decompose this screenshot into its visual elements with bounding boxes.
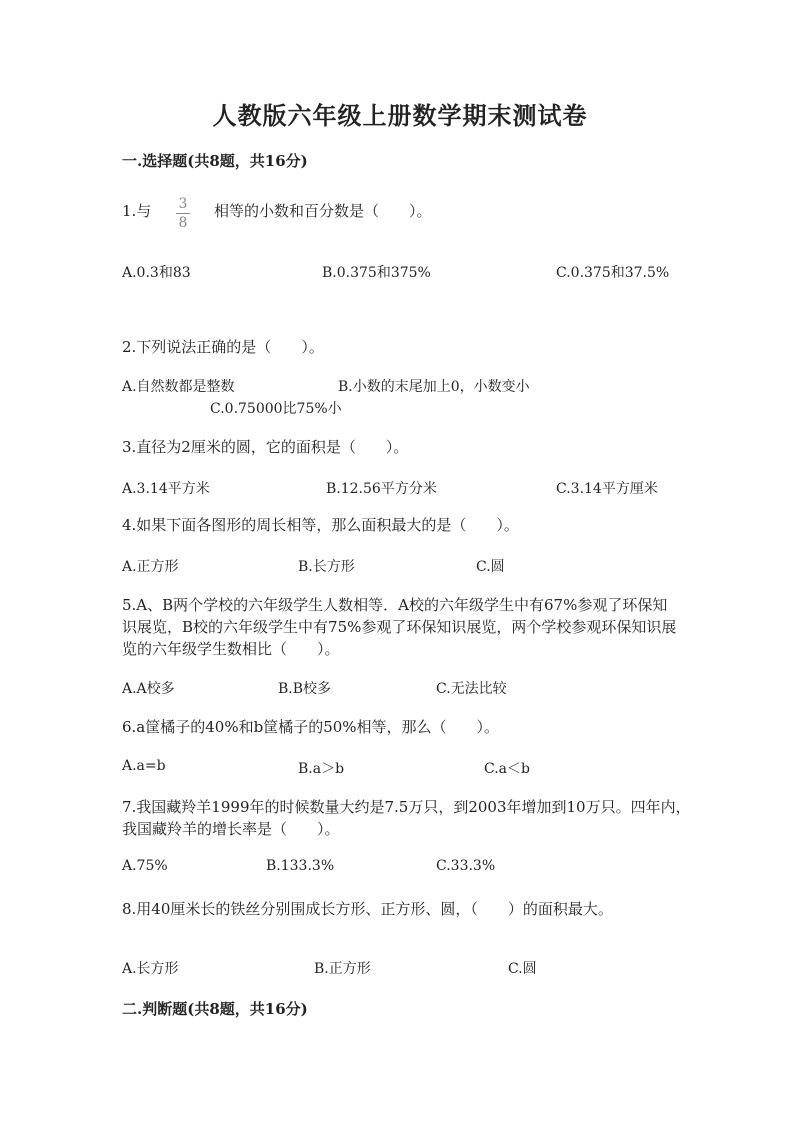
question-8-option-a[interactable]: A.长方形 <box>122 961 179 977</box>
section-heading-choice: 一.选择题(共8题，共16分) <box>122 152 308 170</box>
question-6-option-a[interactable]: A.a=b <box>122 758 166 774</box>
question-8-text: 8.用40厘米长的铁丝分别围成长方形、正方形、圆，（ ）的面积最大。 <box>122 900 613 918</box>
question-2-option-a[interactable]: A.自然数都是整数 <box>122 379 235 395</box>
page-title: 人教版六年级上册数学期末测试卷 <box>212 101 588 130</box>
question-1-fraction <box>174 196 192 231</box>
fraction-numerator: 3 <box>178 196 188 212</box>
question-2-option-b[interactable]: B.小数的末尾加上0，小数变小 <box>338 379 530 395</box>
question-7-option-a[interactable]: A.75% <box>122 858 168 874</box>
fraction-bar <box>176 213 190 214</box>
question-1-prefix: 1.与 <box>122 202 152 220</box>
question-3-option-a[interactable]: A.3.14平方米 <box>122 481 210 497</box>
question-5-option-a[interactable]: A.A校多 <box>122 681 175 697</box>
question-1-suffix: 相等的小数和百分数是（ ）。 <box>214 202 432 220</box>
section-heading-judgment: 二.判断题(共8题，共16分) <box>122 1000 308 1018</box>
question-7-option-b[interactable]: B.133.3% <box>266 858 335 874</box>
question-7-option-c[interactable]: C.33.3% <box>436 858 496 874</box>
question-1-option-b[interactable]: B.0.375和375% <box>322 265 431 281</box>
question-1-option-a[interactable]: A.0.3和83 <box>122 265 191 281</box>
question-7-text: 7.我国藏羚羊1999年的时候数量大约是7.5万只，到2003年增加到10万只。四年内，我国藏羚羊的增长率是（ ）。 <box>122 798 691 838</box>
question-8-option-b[interactable]: B.正方形 <box>314 961 371 977</box>
question-5-option-b[interactable]: B.B校多 <box>278 681 332 697</box>
question-1-option-c[interactable]: C.0.375和37.5% <box>556 265 670 281</box>
question-4-option-c[interactable]: C.圆 <box>476 559 505 575</box>
fraction-denominator: 8 <box>178 215 188 231</box>
question-3-option-b[interactable]: B.12.56平方分米 <box>326 481 437 497</box>
question-4-text: 4.如果下面各图形的周长相等，那么面积最大的是（ ）。 <box>122 516 519 534</box>
question-6-option-b[interactable]: B.a＞b <box>298 761 345 777</box>
question-6-option-c[interactable]: C.a＜b <box>484 761 530 777</box>
question-5-text: 5.A、B两个学校的六年级学生人数相等．A校的六年级学生中有67%参观了环保知识展览，B校的六年级学生中有75%参观了环保知识展览，两个学校参观环保知识展览的六年级学生数相比（ ）。 <box>122 596 677 658</box>
question-4-option-a[interactable]: A.正方形 <box>122 559 179 575</box>
question-2-text: 2.下列说法正确的是（ ）。 <box>122 338 324 356</box>
question-5-option-c[interactable]: C.无法比较 <box>436 681 507 697</box>
question-3-text: 3.直径为2厘米的圆，它的面积是（ ）。 <box>122 438 409 456</box>
question-3-option-c[interactable]: C.3.14平方厘米 <box>556 481 658 497</box>
question-8-option-c[interactable]: C.圆 <box>508 961 537 977</box>
question-6-text: 6.a筐橘子的40%和b筐橘子的50%相等，那么（ ）。 <box>122 718 500 736</box>
question-2-option-c[interactable]: C.0.75000比75%小 <box>210 401 342 417</box>
question-4-option-b[interactable]: B.长方形 <box>298 559 355 575</box>
